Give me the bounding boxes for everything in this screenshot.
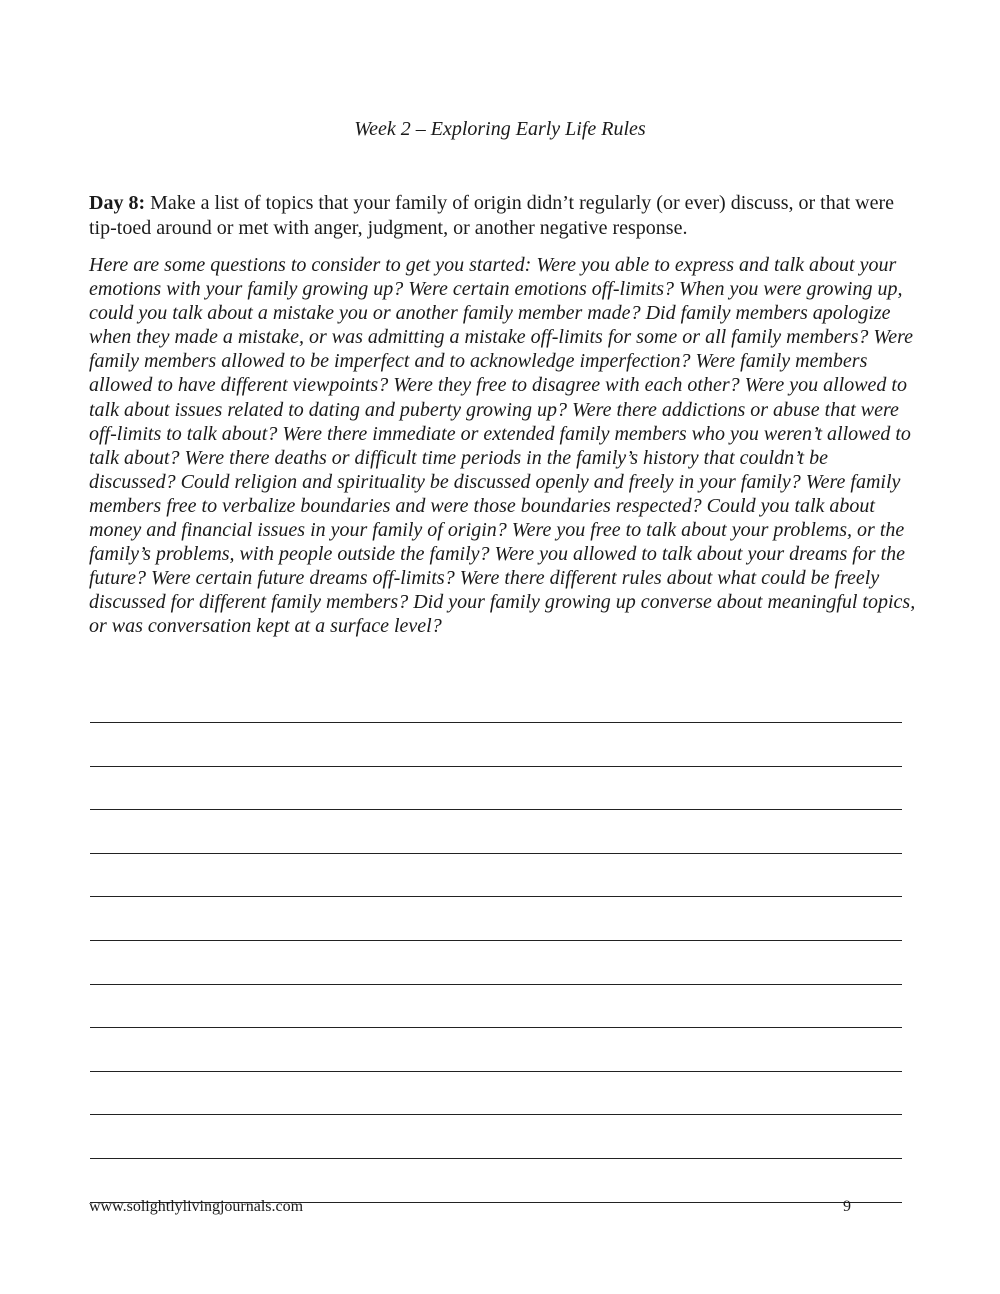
answer-line[interactable]: [90, 985, 902, 1029]
answer-line[interactable]: [90, 897, 902, 941]
prompt-text: Make a list of topics that your family of origin didn’t regularly (or ever) discuss, or that were tip-toed around or met with anger, judgment, or another negative response.: [89, 192, 894, 239]
answer-line[interactable]: [90, 1072, 902, 1116]
answer-line[interactable]: [90, 810, 902, 854]
footer-url: www.solightlylivingjournals.com: [89, 1198, 304, 1215]
guiding-questions: Here are some questions to consider to get you started: Were you able to express and talk about your emotions with your family growing up? Were certain emotions off-limits? When you were growing up, could you talk about a mistake you or another family member made? Did family members apologize when they made a mistake, or was admitting a mistake off-limits for some or all family members? Were family members allowed to be imperfect and to acknowledge imperfection? Were family members allowed to have different viewpoints? Were they free to disagree with each other? Were you allowed to talk about issues related to dating and puberty growing up? Were there addictions or abuse that were off-limits to talk about? Were there immediate or extended family members who you weren’t allowed to talk about? Were there deaths or difficult time periods in the family’s history that couldn’t be discussed? Could religion and spirituality be discussed openly and freely in your family? Were family members free to verbalize boundaries and were those boundaries respected? Could you talk about money and financial issues in your family of origin? Were you free to talk about your problems, or the family’s problems, with people outside the family? Were you allowed to talk about your dreams for the future? Were certain future dreams off-limits? Were there different rules about what could be freely discussed for different family members? Did your family growing up converse about meaningful topics, or was conversation kept at a surface level?: [89, 254, 916, 638]
answer-line[interactable]: [90, 767, 902, 811]
page-number: 9: [843, 1198, 851, 1215]
answer-line[interactable]: [90, 941, 902, 985]
answer-line[interactable]: [90, 1159, 902, 1203]
day-prompt: [89, 191, 919, 240]
day-label: Day 8:: [89, 192, 146, 214]
answer-line[interactable]: [90, 854, 902, 898]
answer-line[interactable]: [90, 1028, 902, 1072]
answer-line[interactable]: [90, 723, 902, 767]
answer-lines: [90, 722, 902, 1203]
answer-line[interactable]: [90, 1115, 902, 1159]
page-title: Week 2 – Exploring Early Life Rules: [354, 118, 646, 140]
